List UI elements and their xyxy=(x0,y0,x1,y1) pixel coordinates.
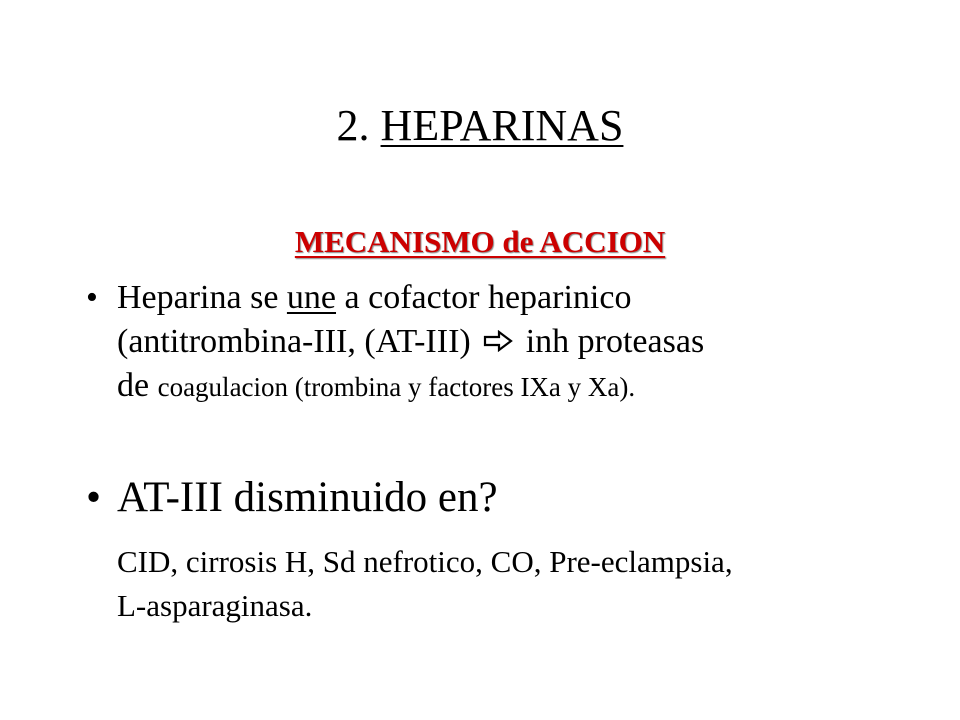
bullet-1-underlined: une xyxy=(286,279,337,316)
bullet-1-before-arrow: (antitrombina-III, (AT-III) xyxy=(117,323,471,360)
hollow-right-arrow-icon xyxy=(483,330,513,352)
bullet-1-line-3-small: coagulacion (trombina y factores IXa y Xa). xyxy=(157,372,636,402)
bullet-2-detail-line-2: L-asparaginasa. xyxy=(117,588,313,623)
bullet-marker-2: • xyxy=(86,474,102,521)
bullet-marker-1: • xyxy=(86,279,98,316)
bullet-2-detail xyxy=(117,540,917,628)
title-text: HEPARINAS xyxy=(380,101,624,150)
bullet-1 xyxy=(117,276,897,409)
title-number: 2. xyxy=(336,101,370,150)
bullet-1-part-1: Heparina se xyxy=(117,279,287,316)
bullet-1-after-arrow: inh proteasas xyxy=(525,323,705,360)
bullet-1-line-3-lead: de xyxy=(117,367,150,404)
bullet-1-line-2 xyxy=(117,320,897,364)
bullet-1-line-1 xyxy=(117,276,897,320)
bullet-2-detail-line-1: CID, cirrosis H, Sd nefrotico, CO, Pre-eclampsia, xyxy=(117,544,733,579)
bullet-1-part-2: a cofactor heparinico xyxy=(336,279,632,316)
section-subtitle: MECANISMO de ACCION xyxy=(294,224,666,259)
bullet-2: AT-III disminuido en? xyxy=(117,474,498,521)
slide-title xyxy=(0,98,960,154)
bullet-1-line-3 xyxy=(117,364,897,409)
